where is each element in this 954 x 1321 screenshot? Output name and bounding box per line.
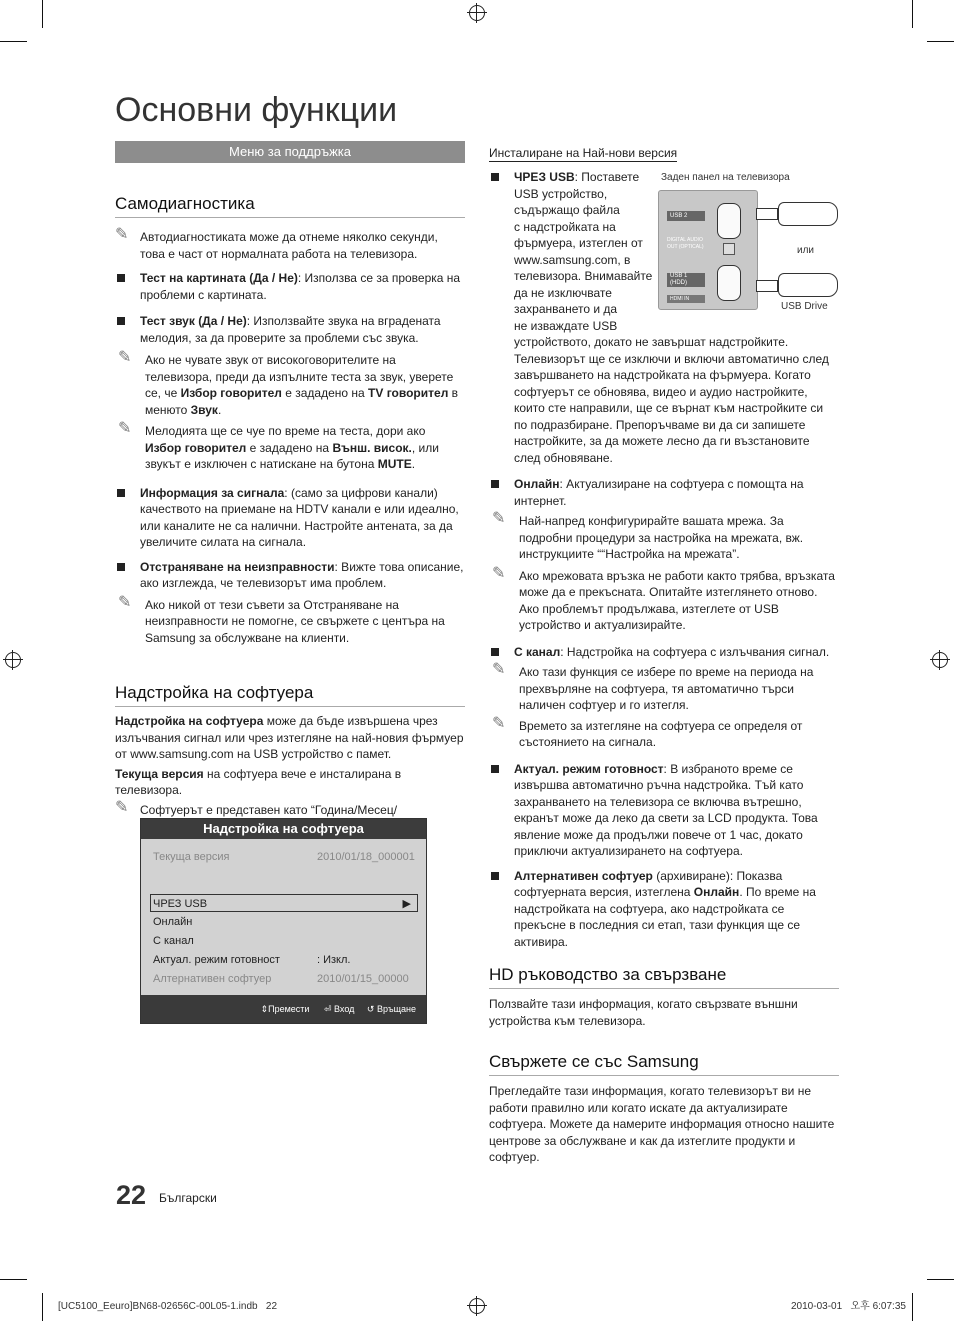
arrow-right-icon: ▶ [402, 898, 411, 910]
list-item: Онлайн: Актуализиране на софтуера с помощта на интернет. [489, 476, 839, 509]
list-item: Алтернативен софтуер (архивиране): Показва софтуерната версия, изтеглена Онлайн. По време на надстройката на софтуера, ако надстройката се прекъсне в последния си етап, тази функция ще се активира. [489, 868, 839, 951]
menu-item-standby[interactable]: Актуал. режим готовност : Изкл. [153, 954, 351, 966]
menu-item-online[interactable]: Онлайн [153, 916, 193, 928]
list-item: Тест на картината (Да / Не): Използва се за проверка на проблеми с картината. [115, 270, 465, 303]
note: ✎ Най-напред конфигурирайте вашата мрежа. За подробни процедури за настройка на мрежата, вж. инструкциите ““Настройка на мрежата”. [492, 510, 804, 561]
crop-mark [0, 41, 27, 42]
crop-mark [927, 41, 954, 42]
list-item: Тест звук (Да / Не): Използвайте звука на вградената мелодия, за да проверите за проблеми със звука. [115, 313, 465, 346]
file-name: [UC5100_Eeuro]BN68-02656C-00L05-1.indb 22 [58, 1301, 278, 1312]
usb-item-short-lines: ЧРЕЗ USB: Поставете USB устройство, съдържащо файла с надстройката на фърмуера, изтеглен от www.samsung.com, в телевизора. Внимавайте да не изключвате захранването и да не изваждате USB [514, 170, 653, 333]
list-item: Отстраняване на неизправности: Вижте това описание, ако изглежда, че телевизорът има проблем. [115, 559, 465, 592]
note-pencil-icon: ✎ [115, 798, 129, 816]
port-label: USB 1 (HDD) [667, 273, 705, 287]
page-title: Основни функции [115, 91, 398, 129]
page-number: 22 [116, 1180, 147, 1210]
hd-guide-text: Ползвайте тази информация, когато свързвате външни устройства към телевизора. [489, 997, 798, 1028]
note: ✎ Мелодията ще се чуе по време на теста, дори ако Избор говорител е зададено на Външ. висок., или звукът е изключен с натискане на бутона MUTE. [118, 420, 439, 471]
note: ✎ Ако не чувате звук от високоговорителите на телевизора, преди да изпълните теста за звук, уверете се, че Избор говорител е зададено на TV говорител в менюто Звук. [118, 349, 459, 417]
registration-mark-icon [5, 652, 21, 668]
registration-mark-icon [469, 1298, 485, 1314]
diagram-caption: Заден панел на телевизора [661, 172, 790, 183]
note: ✎ Ако мрежовата връзка не работи както трябва, връзката може да е прекъсната. Опитайте изтеглянето отново. Ако проблемът продължава, изтеглете от USB устройство и актуализирайте. [492, 564, 835, 632]
current-version-row: Текуща версия 2010/01/18_000001 [153, 851, 415, 863]
software-upgrade-heading: Надстройка на софтуера [115, 683, 465, 707]
port-label: USB 2 [667, 211, 705, 221]
usb-drive-label: USB Drive [781, 301, 828, 312]
crop-mark [0, 1279, 27, 1280]
crop-mark [42, 1293, 43, 1321]
list-item: ЧРЕЗ USB: Поставете USB устройство, съдържащо файла с надстройката на фърмуера, изтеглен от www.samsung.com, в телевизора. Внимавайте да не изключвате захранването и да не изваждате USB устройството, докато не завършат надстройките. Телевизорът ще се изключи и включи автоматично след завършването на надстройката на фърмуера. Когато софтуерът се обновява, видео и аудио настройките, които сте направили, ще се върнат към настройките си по подразбиране. Препоръчваме ви да си запишете настройките, за да можете лесно да ги възстановите след обновяване. [489, 169, 839, 466]
install-heading: Инсталиране на Най-нови версия [489, 146, 678, 160]
port-label: DIGITAL AUDIO OUT (OPTICAL) [667, 237, 704, 250]
enter-icon: ⏎ [323, 1004, 332, 1014]
move-icon: ⇕ [260, 1004, 269, 1014]
list-item: Актуал. режим готовност: В избраното време се извършва автоматично ръчна надстройка. Тъй като захранването на телевизора се включва вътрешно, екранът може да леко да свети за LCD продукта. Това явление може да продължи повече от 1 час, докато приключи актуализирането на софтуера. [489, 761, 839, 860]
menu-bar: Меню за поддръжка [115, 141, 465, 163]
note: ✎ Ако никой от тези съвети за Отстраняване на неизправности не помогне, се свържете с центъра на Samsung за обслужване на клиенти. [118, 593, 445, 645]
note: ✎ Автодиагностиката може да отнеме няколко секунди, това е част от нормалната работа на телевизора. [115, 226, 438, 261]
panel-header: Надстройка на софтуера [141, 819, 426, 839]
menu-item-alternative[interactable]: Алтернативен софтуер 2010/01/15_00000 [153, 973, 409, 985]
port-label: HDMI IN [667, 295, 705, 303]
note-pencil-icon: ✎ [492, 564, 506, 582]
crop-mark [42, 0, 43, 28]
list-item: С канал: Надстройка на софтуера с излъчвания сигнал. [489, 644, 839, 661]
contact-samsung-text: Прегледайте тази информация, когато телевизорът ви не работи правилно или когато искате да актуализирате софтуера. Можете да намерите информация относно нашите центрове за обслужване и как да изтеглите продукти и софтуер. [489, 1084, 835, 1164]
panel-footer: ⇕Премести ⏎ Вход ↺ Връщане [141, 995, 426, 1023]
note-pencil-icon: ✎ [492, 661, 506, 678]
note: ✎ Времето за изтегляне на софтуера се определя от състоянието на сигнала. [492, 714, 803, 749]
note: ✎ Софтуерът е представен като “Година/Месец/ [115, 798, 398, 817]
paragraph: Текуща версия на софтуера вече е инсталирана в телевизора. [115, 766, 402, 797]
software-upgrade-osd-panel [140, 818, 427, 1024]
self-diagnosis-heading: Самодиагностика [115, 194, 465, 218]
registration-mark-icon [469, 5, 485, 21]
install-section [489, 169, 839, 950]
note-pencil-icon: ✎ [118, 349, 132, 366]
note-pencil-icon: ✎ [492, 510, 506, 527]
menu-item-channel[interactable]: С канал [153, 935, 194, 947]
crop-mark [927, 1279, 954, 1280]
hd-guide-heading: HD ръководство за свързване [489, 965, 839, 989]
print-date: 2010-03-01 오후 6:07:35 [791, 1301, 906, 1312]
note-pencil-icon: ✎ [118, 593, 132, 611]
or-label: или [797, 245, 815, 256]
contact-samsung-heading: Свържете се със Samsung [489, 1052, 839, 1076]
note-pencil-icon: ✎ [115, 226, 129, 243]
crop-mark [912, 0, 913, 28]
paragraph: Надстройка на софтуера може да бъде извършена чрез излъчвания сигнал или чрез изтегляне на най-новия фърмуер от www.samsung.com на USB устройство с памет. [115, 714, 464, 761]
language-label: Български [159, 1191, 217, 1205]
list-item: Информация за сигнала: (само за цифрови канали) качеството на приемане на HDTV канали е или идеално, или каналите не са налични. Настройте антената, за да увеличите силата на сигнала. [115, 485, 465, 551]
note: ✎ Ако тази функция се избере по време на периода на прехвърляне на софтуера, тя автоматично търси наличен софтуер и го изтегля. [492, 661, 814, 712]
self-diagnosis-section [115, 226, 465, 646]
menu-item-usb[interactable]: ЧРЕЗ USB ▶ [150, 894, 418, 912]
note-pencil-icon: ✎ [118, 420, 132, 437]
registration-mark-icon [932, 652, 948, 668]
return-icon: ↺ [366, 1004, 375, 1014]
crop-mark [912, 1293, 913, 1321]
software-upgrade-section [115, 713, 465, 835]
note-pencil-icon: ✎ [492, 714, 506, 732]
